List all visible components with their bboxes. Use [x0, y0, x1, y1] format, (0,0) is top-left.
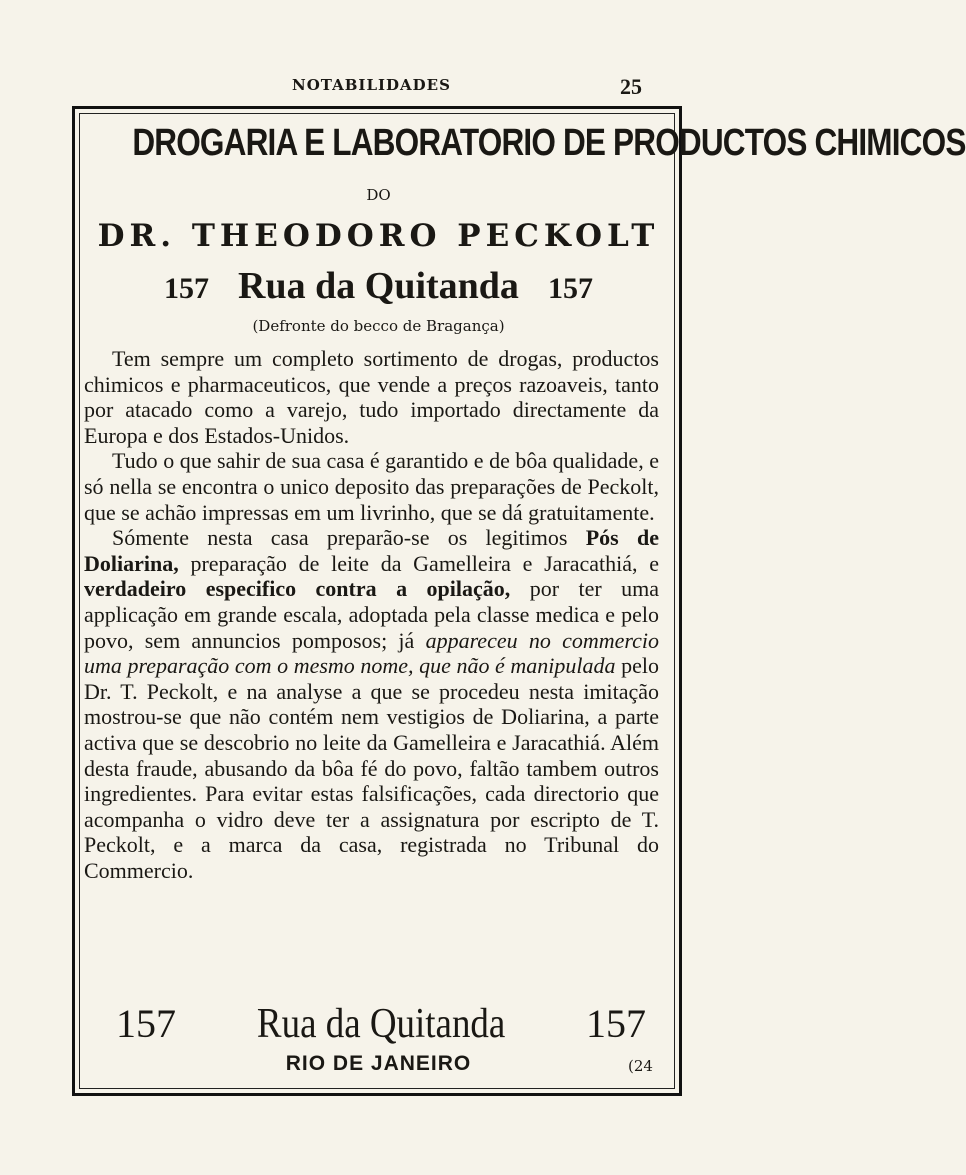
address-number-bottom-left: 157 [116, 1001, 176, 1046]
running-head [0, 72, 757, 102]
p3-claim: verdadeiro especifico contra a opilação, [84, 576, 511, 602]
running-title: NOTABILIDADES [292, 76, 451, 94]
address-top [0, 264, 757, 308]
p3-text-g: pelo Dr. T. Peckolt, e na analyse a que se procedeu nesta imitação mostrou-se que não contém nem vestigios de Doliarina, a parte activa que se descobrio no leite da Gamelleira e Jaracathiá. Além desta fraude, abusando da bôa fé do povo, faltão tambem outros ingredientes. Para evitar estas falsificações, cada directorio que acompanha o vidro deve ter a assignatura por escripto de T. Peckolt, e a marca da casa, registrada no Tribunal do Commercio. [84, 653, 659, 883]
advert-owner: DR. THEODORO PECKOLT [97, 218, 660, 254]
address-bottom [86, 1000, 676, 1048]
advert-connector: DO [366, 186, 391, 204]
paragraph-stock: Tem sempre um completo sortimento de drogas, productos chimicos e pharmaceuticos, que vende a preços razoaveis, tanto por atacado como a varejo, tudo importado directamente da Europa e dos Estados-Unidos. [84, 346, 659, 448]
street-name-bottom: Rua da Quitanda [256, 1001, 506, 1047]
advert-reference: (24 [628, 1057, 653, 1075]
paragraph-doliarina [84, 525, 659, 883]
p3-text-c: preparação de leite da Gamelleira e Jaracathiá, e [178, 550, 659, 576]
advert-body [84, 346, 659, 883]
address-number-bottom-right: 157 [586, 1001, 646, 1046]
address-number-right: 157 [548, 272, 594, 305]
city-name: RIO DE JANEIRO [285, 1052, 472, 1075]
street-name: Rua da Quitanda [238, 265, 519, 307]
paragraph-quality: Tudo o que sahir de sua casa é garantido e de bôa qualidade, e só nella se encontra o unico deposito das preparações de Peckolt, que se achão impressas em um livrinho, que se dá gratuitamente. [84, 448, 659, 525]
p3-text-a: Sómente nesta casa preparão-se os legitimos [112, 525, 586, 551]
p3-text-e: por ter uma applicação em grande escala, adoptada pela classe medica e pelo povo, sem annuncios pomposos; já [84, 576, 660, 653]
location-note: (Defronte do becco de Bragança) [252, 317, 505, 335]
p3-product-name: Pós de Doliarina, [84, 525, 659, 576]
advert-headline: DROGARIA E LABORATORIO DE PRODUCTOS CHIMICOS [132, 122, 966, 164]
p3-warning: appareceu no commercio uma preparação com o mesmo nome, que não é manipulada [84, 627, 660, 679]
page-number: 25 [620, 74, 642, 99]
address-number-left: 157 [163, 272, 209, 305]
